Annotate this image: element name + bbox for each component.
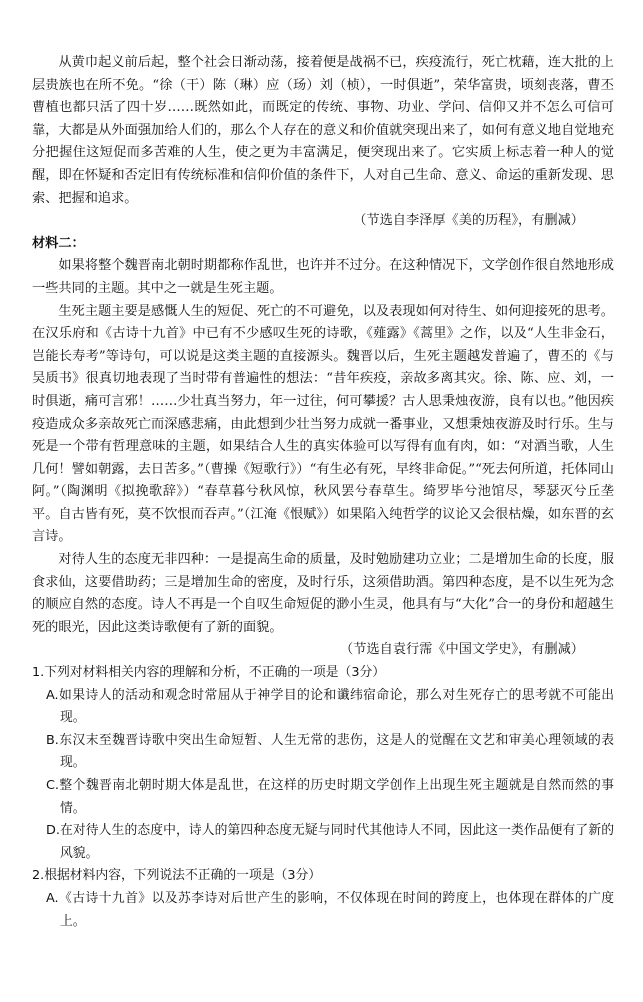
question1-option-a: A.如果诗人的活动和观念时常屈从于神学目的论和谶纬宿命论，那么对生死存亡的思考就不可能出现。 (46, 687, 614, 726)
material2-paragraph-3: 对待人生的态度无非四种：一是提高生命的质量，及时勉励建功立业；二是增加生命的长度，服食求仙，这要借助药；三是增加生命的密度，及时行乐，这须借助酒。第四种态度，是不以生死为念的顺应自然的态度。诗人不再是一个自叹生命短促的渺小生灵，他具有与“大化”合一的身份和超越生死的眼光，因此这类诗歌便有了新的面貌。 (32, 552, 614, 635)
question1-option-c: C.整个魏晋南北朝时期大体是乱世，在这样的历史时期文学创作上出现生死主题就是自然而然的事情。 (46, 778, 614, 816)
question2-option-a: A.《古诗十九首》以及苏李诗对后世产生的影响，不仅体现在时间的跨度上，也体现在群体的广度上。 (46, 890, 614, 929)
material2-paragraph-1: 如果将整个魏晋南北朝时期都称作乱世，也许并不过分。在这种情况下，文学创作很自然地形成一些共同的主题。其中之一就是生死主题。 (32, 258, 614, 296)
material1-source: （节选自李泽厚《美的历程》，有删减） (353, 213, 584, 229)
material2-source: （节选自袁行霈《中国文学史》，有删减） (340, 642, 584, 658)
question1-option-d: D.在对待人生的态度中，诗人的第四种态度无疑与同时代其他诗人不同，因此这一类作品便有了新的风貌。 (46, 823, 614, 861)
material2-heading: 材料二： (32, 235, 85, 251)
question2-stem: 2.根据材料内容，下列说法不正确的一项是（3分） (32, 868, 322, 884)
material2-paragraph-2: 生死主题主要是感慨人生的短促、死亡的不可避免，以及表现如何对待生、如何迎接死的思考。在汉乐府和《古诗十九首》中已有不少感叹生死的诗歌，《薤露》《蒿里》之作，以及“人生非金石，岂能长寿考”等诗句，可以说是这类主题的直接源头。魏晋以后，生死主题越发普遍了，曹丕的《与吴质书》很真切地表现了当时带有普遍性的想法：“昔年疾疫，亲故多离其灾。徐、陈、应、刘，一时俱逝，痛可言邪！……少壮真当努力，年一过往，何可攀援？古人思秉烛夜游，良有以也。”他因疾疫造成众多亲故死亡而深感悲痛，由此想到少壮当努力成就一番事业，又想秉烛夜游及时行乐。生与死是一个带有哲理意味的主题，如果结合人生的真实体验可以写得有血有肉，如：“对酒当歌，人生几何！譬如朝露，去日苦多。”（曹操《短歌行》）“有生必有死，早终非命促。”“死去何所道，托体同山阿。”（陶渊明《拟挽歌辞》）“春草暮兮秋风惊，秋风罢兮春草生。绮罗毕兮池馆尽，琴瑟灭兮丘垄平。自古皆有死，莫不饮恨而吞声。”（江淹《恨赋》）如果陷入纯哲学的议论又会很枯燥，如东晋的玄言诗。 (32, 303, 614, 545)
material1-paragraph: 从黄巾起义前后起，整个社会日渐动荡，接着便是战祸不已，疾疫流行，死亡枕藉，连大批的上层贵族也在所不免。“徐（干）陈（琳）应（玚）刘（桢），一时俱逝”，荣华富贵，顷刻丧落，曹丕曹植也都只活了四十岁……既然如此，而既定的传统、事物、功业、学问、信仰又并不怎么可信可靠，大都是从外面强加给人们的，那么个人存在的意义和价值就突现出来了，如何有意义地自觉地充分把握住这短促而多苦难的人生，使之更为丰富满足，便突现出来了。它实质上标志着一种人的觉醒，即在怀疑和否定旧有传统标准和信仰价值的条件下，人对自己生命、意义、命运的重新发现、思索、把握和追求。 (32, 55, 614, 206)
question1-stem: 1.下列对材料相关内容的理解和分析，不正确的一项是（3分） (32, 665, 386, 681)
question1-option-b: B.东汉末至魏晋诗歌中突出生命短暂、人生无常的悲伤，这是人的觉醒在文艺和审美心理领域的表现。 (46, 732, 614, 771)
document-page (32, 52, 614, 933)
